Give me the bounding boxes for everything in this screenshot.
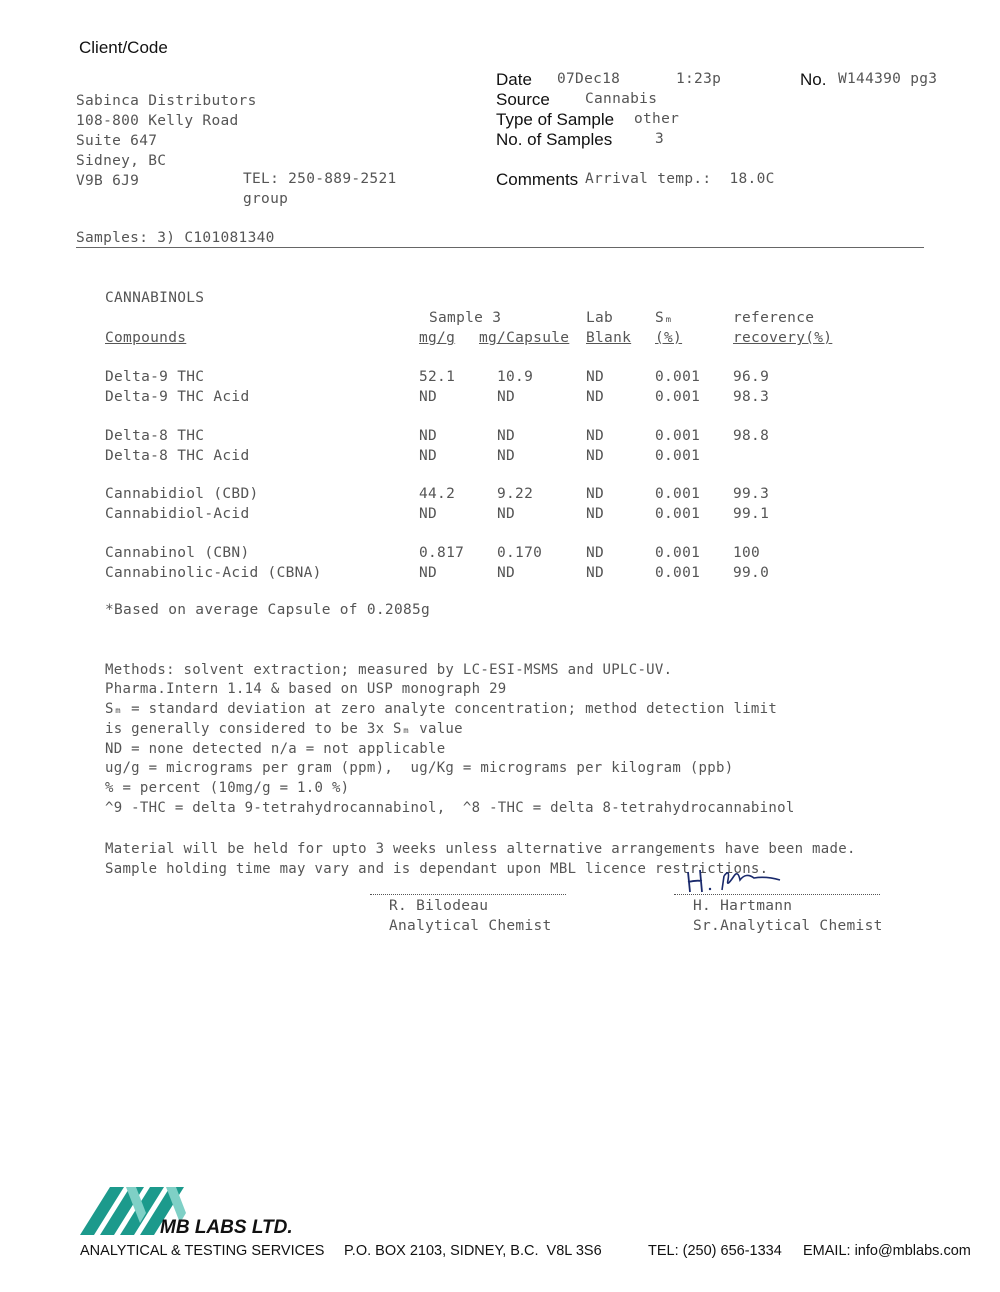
methods-line: % = percent (10mg/g = 1.0 %) (105, 779, 350, 796)
row-mgg: ND (419, 565, 438, 581)
comments-label: Comments (496, 170, 579, 189)
col-mgcap: mg/Capsule (479, 330, 570, 346)
row-sm: 0.001 (655, 448, 701, 464)
col-pct: (%) (655, 330, 683, 346)
col-blank: Blank (586, 330, 632, 346)
row-compound: Delta-9 THC (105, 369, 205, 385)
row-mgcap: ND (497, 389, 516, 405)
row-mgcap: ND (497, 565, 516, 581)
col-sm: Sₘ (655, 310, 674, 326)
row-sm: 0.001 (655, 428, 701, 444)
methods-line: ND = none detected n/a = not applicable (105, 740, 446, 757)
row-recovery: 99.0 (733, 565, 770, 581)
col-recovery: recovery(%) (733, 330, 833, 346)
row-mgcap: ND (497, 428, 516, 444)
handwritten-signature (680, 862, 800, 896)
report-no-value: W144390 pg3 (838, 71, 938, 87)
row-blank: ND (586, 428, 605, 444)
sample-type-value: other (634, 111, 680, 127)
report-no-label: No. (800, 70, 827, 89)
row-compound: Delta-9 THC Acid (105, 389, 250, 405)
comments-value: Arrival temp.: 18.0C (585, 171, 775, 187)
col-sample3: Sample 3 (429, 310, 502, 326)
client-code-label: Client/Code (79, 38, 168, 57)
row-compound: Cannabinol (CBN) (105, 545, 250, 561)
row-sm: 0.001 (655, 389, 701, 405)
row-blank: ND (586, 369, 605, 385)
client-group: group (243, 191, 289, 207)
methods-line: Pharma.Intern 1.14 & based on USP monograph 29 (105, 681, 507, 698)
row-blank: ND (586, 565, 605, 581)
row-sm: 0.001 (655, 506, 701, 522)
methods-line: Methods: solvent extraction; measured by LC-ESI-MSMS and UPLC-UV. (105, 661, 673, 678)
row-compound: Delta-8 THC Acid (105, 448, 250, 464)
signer-left-name: R. Bilodeau (389, 898, 489, 914)
methods-line: Sₘ = standard deviation at zero analyte concentration; method detection limit (105, 701, 778, 718)
row-mgg: ND (419, 506, 438, 522)
row-blank: ND (586, 506, 605, 522)
row-recovery: 100 (733, 545, 761, 561)
row-mgg: ND (419, 428, 438, 444)
row-mgg: 0.817 (419, 545, 465, 561)
time-value: 1:23p (676, 71, 722, 87)
section-title: CANNABINOLS (105, 290, 205, 306)
material-line: Material will be held for upto 3 weeks unless alternative arrangements have been made. (105, 841, 856, 857)
client-tel: TEL: 250-889-2521 (243, 171, 397, 187)
capsule-note: *Based on average Capsule of 0.2085g (105, 602, 431, 618)
row-compound: Cannabidiol-Acid (105, 506, 250, 522)
row-compound: Cannabinolic-Acid (CBNA) (105, 565, 322, 581)
header-rule (76, 247, 924, 248)
row-sm: 0.001 (655, 369, 701, 385)
col-compounds: Compounds (105, 330, 187, 346)
row-mgg: 52.1 (419, 369, 456, 385)
row-mgcap: 9.22 (497, 486, 534, 502)
footer-address: P.O. BOX 2103, SIDNEY, B.C. V8L 3S6 (344, 1243, 602, 1259)
row-mgg: ND (419, 389, 438, 405)
methods-block (105, 641, 795, 838)
client-street: 108-800 Kelly Road (76, 113, 239, 129)
col-mgg: mg/g (419, 330, 456, 346)
date-value: 07Dec18 (557, 71, 621, 87)
row-blank: ND (586, 486, 605, 502)
row-compound: Cannabidiol (CBD) (105, 486, 259, 502)
signature-line-right (674, 894, 880, 895)
row-mgg: 44.2 (419, 486, 456, 502)
row-sm: 0.001 (655, 486, 701, 502)
row-sm: 0.001 (655, 545, 701, 561)
row-recovery: 98.8 (733, 428, 770, 444)
client-suite: Suite 647 (76, 133, 158, 149)
signer-left-title: Analytical Chemist (389, 918, 552, 934)
num-samples-value: 3 (655, 131, 665, 147)
source-label: Source (496, 90, 550, 109)
company-name: MB LABS LTD. (160, 1217, 293, 1238)
num-samples-label: No. of Samples (496, 130, 613, 149)
row-compound: Delta-8 THC (105, 428, 205, 444)
signer-right-title: Sr.Analytical Chemist (693, 918, 883, 934)
source-value: Cannabis (585, 91, 658, 107)
row-recovery: 98.3 (733, 389, 770, 405)
samples-line: Samples: 3) C101081340 (76, 230, 275, 246)
row-sm: 0.001 (655, 565, 701, 581)
footer-email: EMAIL: info@mblabs.com (803, 1243, 971, 1259)
col-reference: reference (733, 310, 815, 326)
signer-right-name: H. Hartmann (693, 898, 793, 914)
client-name: Sabinca Distributors (76, 93, 257, 109)
material-line: Sample holding time may vary and is dependant upon MBL licence restrictions. (105, 861, 769, 877)
row-blank: ND (586, 545, 605, 561)
footer-tel: TEL: (250) 656-1334 (648, 1243, 782, 1259)
col-lab: Lab (586, 310, 614, 326)
row-mgcap: ND (497, 506, 516, 522)
row-recovery: 99.1 (733, 506, 770, 522)
row-mgcap: 10.9 (497, 369, 534, 385)
date-label: Date (496, 70, 532, 89)
row-mgcap: 0.170 (497, 545, 543, 561)
row-mgg: ND (419, 448, 438, 464)
row-blank: ND (586, 389, 605, 405)
row-mgcap: ND (497, 448, 516, 464)
row-blank: ND (586, 448, 605, 464)
sample-type-label: Type of Sample (496, 110, 615, 129)
methods-line: ug/g = micrograms per gram (ppm), ug/Kg = micrograms per kilogram (ppb) (105, 760, 734, 777)
row-recovery: 96.9 (733, 369, 770, 385)
client-city: Sidney, BC (76, 153, 167, 169)
client-address (76, 71, 257, 211)
footer-services: ANALYTICAL & TESTING SERVICES (80, 1243, 325, 1259)
client-postal: V9B 6J9 (76, 173, 140, 189)
row-recovery: 99.3 (733, 486, 770, 502)
methods-line: ^9 -THC = delta 9-tetrahydrocannabinol, ^8 -THC = delta 8-tetrahydrocannabinol (105, 799, 795, 816)
signature-line-left (370, 894, 566, 895)
methods-line: is generally considered to be 3x Sₘ value (105, 720, 463, 737)
